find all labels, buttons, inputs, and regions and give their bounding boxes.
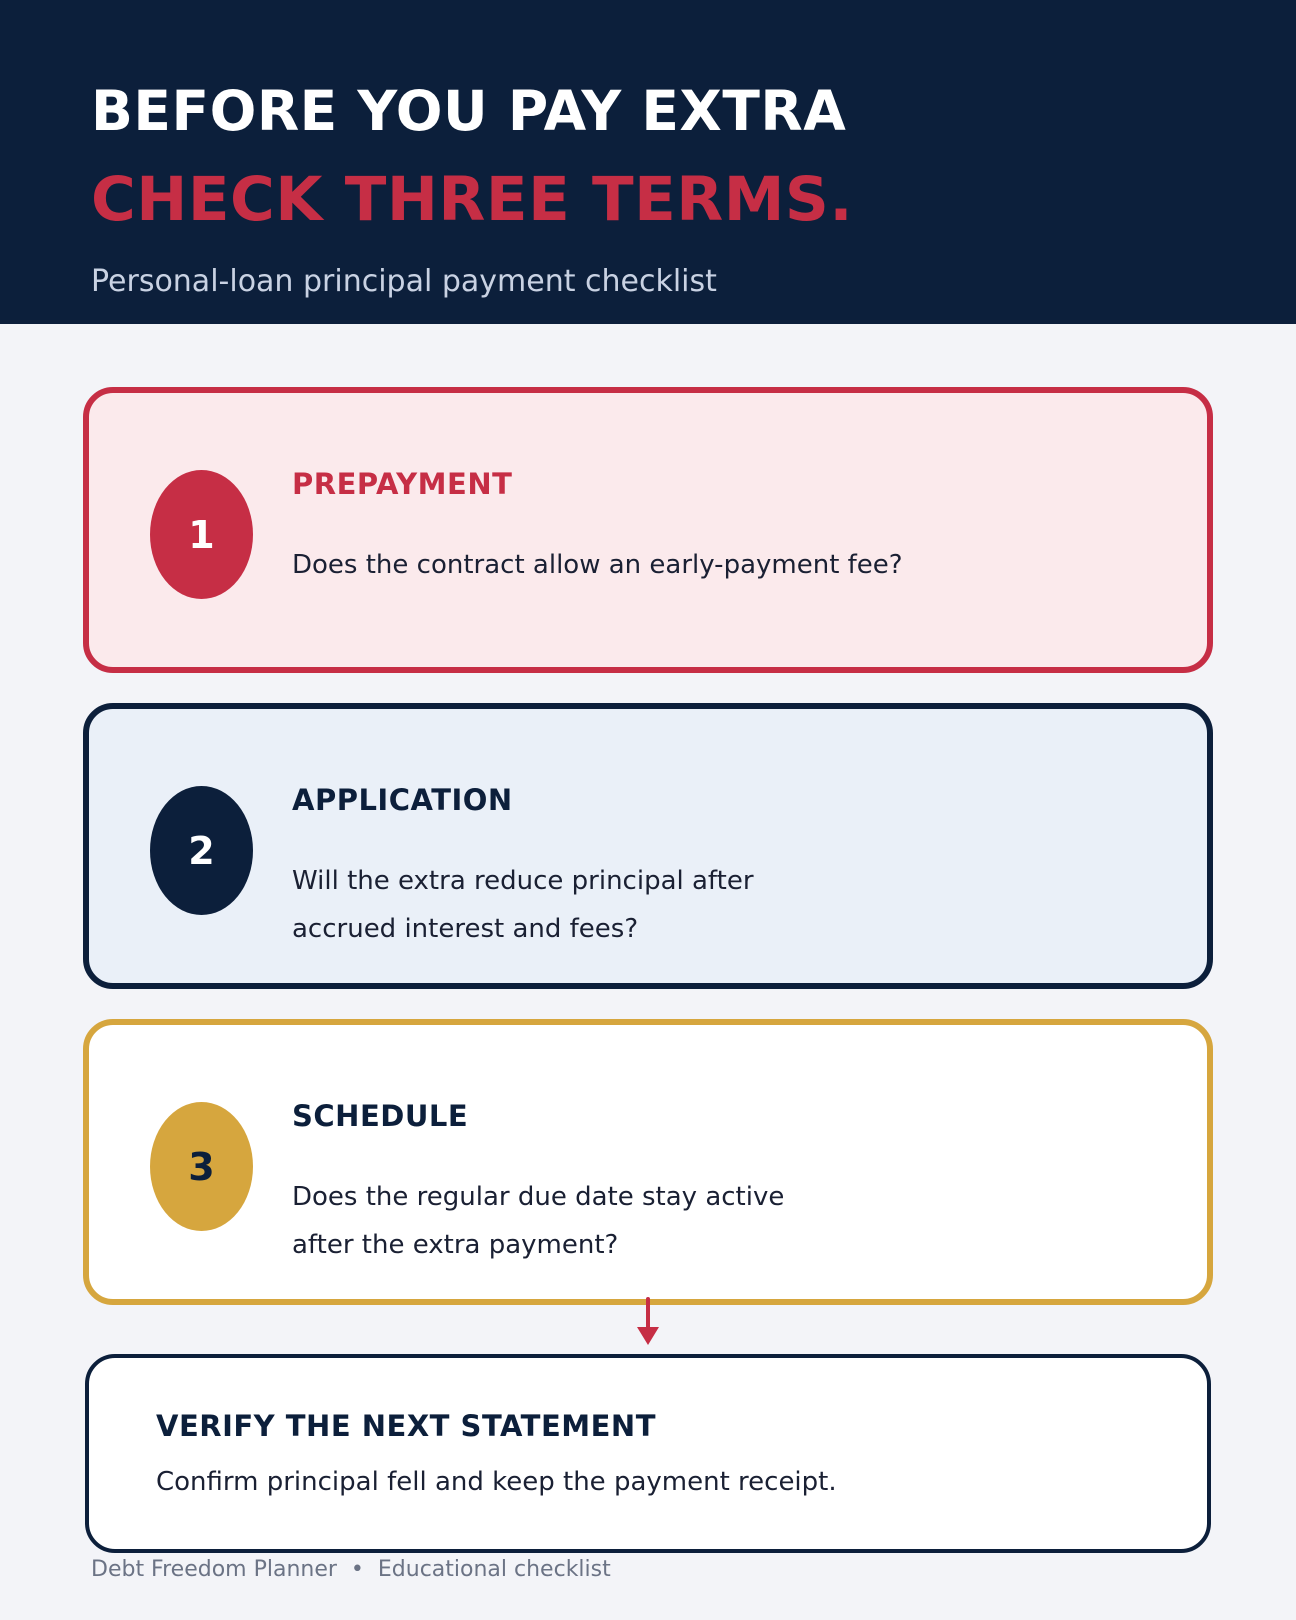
arrow-down-icon bbox=[634, 1297, 662, 1347]
step-card-schedule bbox=[83, 1019, 1213, 1305]
step-number-badge: 1 bbox=[150, 470, 253, 599]
subtitle: Personal-loan principal payment checklist bbox=[91, 264, 717, 299]
title-line-2: CHECK THREE TERMS. bbox=[91, 164, 854, 235]
footer bbox=[91, 1555, 611, 1585]
step-card-application bbox=[83, 703, 1213, 989]
footer-brand: Debt Freedom Planner bbox=[91, 1557, 337, 1582]
step-question: Does the regular due date stay active after the extra payment? bbox=[292, 1182, 785, 1260]
step-title: APPLICATION bbox=[292, 783, 513, 817]
step-question: Will the extra reduce principal after accrued interest and fees? bbox=[292, 866, 754, 944]
verify-text: Confirm principal fell and keep the payment receipt. bbox=[156, 1467, 837, 1497]
step-title: PREPAYMENT bbox=[292, 467, 513, 501]
verify-title: VERIFY THE NEXT STATEMENT bbox=[156, 1409, 656, 1443]
step-title: SCHEDULE bbox=[292, 1099, 469, 1133]
footer-label: Educational checklist bbox=[377, 1557, 611, 1582]
step-number-badge: 3 bbox=[150, 1102, 253, 1231]
step-number-badge: 2 bbox=[150, 786, 253, 915]
header-banner bbox=[0, 0, 1296, 324]
title-line-1: BEFORE YOU PAY EXTRA bbox=[91, 79, 847, 143]
verify-statement-box bbox=[85, 1354, 1211, 1553]
step-card-prepayment bbox=[83, 387, 1213, 673]
footer-separator: • bbox=[350, 1557, 364, 1582]
step-question: Does the contract allow an early-payment fee? bbox=[292, 550, 903, 580]
